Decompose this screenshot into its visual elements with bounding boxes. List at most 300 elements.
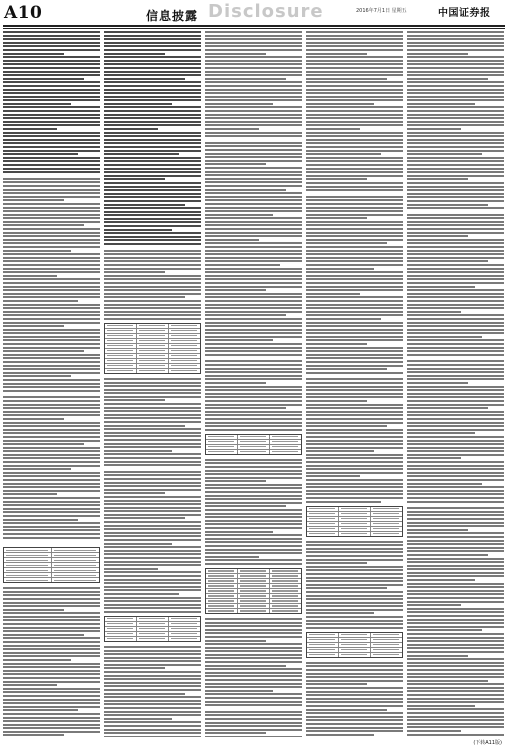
text-line bbox=[407, 289, 504, 291]
text-line bbox=[407, 175, 504, 177]
table-cell bbox=[238, 609, 270, 613]
text-line bbox=[205, 203, 302, 205]
text-line bbox=[3, 336, 100, 338]
text-line bbox=[407, 189, 504, 191]
text-line bbox=[407, 396, 504, 398]
text-line bbox=[306, 53, 367, 55]
text-line bbox=[407, 150, 504, 152]
text-line bbox=[3, 619, 100, 621]
text-line bbox=[306, 475, 360, 477]
text-line bbox=[407, 511, 504, 513]
text-line bbox=[104, 403, 201, 405]
text-line bbox=[104, 135, 201, 137]
text-line bbox=[3, 114, 100, 116]
text-line bbox=[205, 239, 259, 241]
text-line bbox=[205, 329, 302, 331]
text-line bbox=[3, 71, 100, 73]
text-line bbox=[205, 124, 302, 126]
text-line bbox=[3, 465, 100, 467]
text-line bbox=[407, 640, 504, 642]
text-line bbox=[306, 378, 403, 380]
table-cell bbox=[137, 359, 169, 363]
text-line bbox=[407, 296, 504, 298]
text-line bbox=[104, 732, 201, 734]
text-line bbox=[104, 685, 201, 687]
text-line bbox=[205, 484, 302, 486]
text-line bbox=[306, 541, 403, 543]
text-line bbox=[104, 718, 172, 720]
text-line bbox=[104, 650, 201, 652]
text-line bbox=[104, 428, 201, 430]
text-line bbox=[407, 196, 504, 198]
text-line bbox=[205, 304, 302, 306]
text-line bbox=[407, 235, 468, 237]
text-line bbox=[407, 336, 482, 338]
text-line bbox=[407, 429, 504, 431]
text-line bbox=[104, 314, 201, 316]
text-line bbox=[306, 429, 403, 431]
table-cell bbox=[105, 617, 137, 621]
column-3 bbox=[205, 31, 302, 737]
text-line bbox=[407, 590, 504, 592]
table-cell bbox=[371, 507, 402, 511]
text-line bbox=[104, 553, 201, 555]
text-line bbox=[306, 49, 403, 51]
text-line bbox=[407, 565, 504, 567]
text-line bbox=[306, 264, 403, 266]
text-line bbox=[306, 67, 403, 69]
text-line bbox=[407, 168, 504, 170]
text-line bbox=[306, 490, 403, 492]
text-line bbox=[407, 253, 504, 255]
text-line bbox=[407, 228, 504, 230]
text-line bbox=[407, 78, 488, 80]
table-cell bbox=[169, 354, 200, 358]
newspaper-name: 中国证券报 bbox=[438, 8, 491, 19]
text-line bbox=[3, 709, 78, 711]
text-line bbox=[3, 354, 100, 356]
text-line bbox=[306, 96, 403, 98]
text-line bbox=[407, 734, 504, 736]
text-line bbox=[306, 486, 403, 488]
text-line bbox=[205, 686, 302, 688]
text-line bbox=[205, 275, 302, 277]
table-cell bbox=[4, 568, 52, 572]
table-cell bbox=[371, 648, 402, 652]
text-line bbox=[104, 492, 165, 494]
text-line bbox=[3, 110, 100, 112]
table-cell bbox=[52, 548, 99, 552]
text-line bbox=[306, 669, 403, 671]
text-line bbox=[407, 92, 504, 94]
text-line bbox=[3, 422, 100, 424]
text-line bbox=[306, 332, 403, 334]
text-line bbox=[205, 657, 302, 659]
text-line bbox=[306, 228, 403, 230]
text-line bbox=[104, 81, 201, 83]
text-line bbox=[407, 214, 504, 216]
text-line bbox=[104, 729, 201, 731]
table-cell bbox=[371, 643, 402, 647]
text-line bbox=[104, 200, 201, 202]
text-line bbox=[205, 477, 302, 479]
table-cell bbox=[4, 563, 52, 567]
text-line bbox=[205, 42, 302, 44]
text-line bbox=[3, 150, 100, 152]
text-line bbox=[407, 432, 475, 434]
masthead-rule-thin bbox=[3, 28, 505, 29]
text-line bbox=[205, 314, 286, 316]
table-row bbox=[307, 532, 402, 536]
text-line bbox=[205, 545, 302, 547]
text-line bbox=[104, 31, 201, 33]
text-line bbox=[306, 587, 387, 589]
text-line bbox=[306, 665, 403, 667]
text-line bbox=[3, 637, 100, 639]
text-line bbox=[407, 611, 504, 613]
text-line bbox=[3, 74, 100, 76]
text-line bbox=[306, 207, 403, 209]
text-line bbox=[306, 716, 403, 718]
text-line bbox=[306, 461, 403, 463]
text-line bbox=[306, 436, 403, 438]
table-cell bbox=[137, 354, 169, 358]
text-line bbox=[407, 698, 504, 700]
text-line bbox=[104, 196, 201, 198]
text-line bbox=[3, 457, 100, 459]
text-line bbox=[205, 729, 302, 731]
text-line bbox=[3, 436, 100, 438]
text-line bbox=[3, 42, 100, 44]
text-line bbox=[104, 142, 201, 144]
text-line bbox=[3, 253, 100, 255]
table-cell bbox=[4, 573, 52, 577]
text-line bbox=[205, 67, 302, 69]
text-line bbox=[104, 604, 201, 606]
text-line bbox=[3, 411, 100, 413]
table-cell bbox=[206, 609, 238, 613]
text-line bbox=[3, 591, 100, 593]
text-line bbox=[3, 522, 100, 524]
text-line bbox=[306, 153, 381, 155]
text-line bbox=[407, 472, 504, 474]
text-line bbox=[104, 264, 201, 266]
text-line bbox=[104, 528, 201, 530]
table-row bbox=[307, 653, 402, 657]
text-line bbox=[3, 38, 100, 40]
text-line bbox=[306, 339, 403, 341]
text-line bbox=[306, 182, 403, 184]
text-line bbox=[205, 132, 302, 134]
text-line bbox=[407, 532, 504, 534]
table-cell bbox=[339, 633, 371, 637]
text-line bbox=[205, 99, 302, 101]
text-line bbox=[407, 368, 504, 370]
text-line bbox=[205, 250, 302, 252]
text-line bbox=[306, 411, 403, 413]
table-cell bbox=[105, 334, 137, 338]
text-line bbox=[205, 174, 302, 176]
text-line bbox=[104, 378, 201, 380]
text-line bbox=[407, 35, 504, 37]
text-line bbox=[306, 63, 403, 65]
table-row bbox=[206, 450, 301, 454]
text-line bbox=[407, 486, 504, 488]
table-cell bbox=[4, 553, 52, 557]
table-cell bbox=[137, 627, 169, 631]
table-cell bbox=[371, 633, 402, 637]
text-line bbox=[205, 35, 302, 37]
text-line bbox=[407, 164, 504, 166]
text-line bbox=[205, 647, 302, 649]
text-line bbox=[306, 584, 403, 586]
text-line bbox=[3, 318, 100, 320]
text-line bbox=[104, 736, 201, 737]
text-line bbox=[407, 669, 504, 671]
table-cell bbox=[206, 594, 238, 598]
table-cell bbox=[307, 522, 339, 526]
text-line bbox=[3, 228, 100, 230]
text-line bbox=[104, 214, 201, 216]
text-line bbox=[3, 454, 100, 456]
text-line bbox=[205, 92, 302, 94]
text-line bbox=[205, 389, 302, 391]
text-line bbox=[407, 651, 504, 653]
text-line bbox=[306, 598, 403, 600]
text-line bbox=[205, 142, 302, 144]
text-line bbox=[104, 311, 201, 313]
text-line bbox=[3, 260, 100, 262]
text-line bbox=[407, 447, 504, 449]
table-cell bbox=[206, 579, 238, 583]
text-line bbox=[104, 218, 201, 220]
text-line bbox=[407, 404, 504, 406]
text-line bbox=[205, 718, 302, 720]
table-cell bbox=[137, 369, 169, 373]
text-line bbox=[306, 389, 403, 391]
text-line bbox=[104, 646, 201, 648]
text-line bbox=[104, 257, 201, 259]
text-line bbox=[407, 171, 504, 173]
text-line bbox=[306, 443, 403, 445]
text-line bbox=[306, 465, 403, 467]
text-line bbox=[306, 56, 403, 58]
text-line bbox=[407, 339, 504, 341]
text-line bbox=[104, 38, 201, 40]
text-line bbox=[3, 681, 100, 683]
text-line bbox=[3, 390, 100, 392]
text-line bbox=[306, 683, 367, 685]
text-line bbox=[104, 318, 201, 320]
text-line bbox=[407, 117, 504, 119]
text-line bbox=[407, 662, 504, 664]
text-line bbox=[205, 114, 302, 116]
text-line bbox=[205, 160, 302, 162]
table-cell bbox=[270, 445, 301, 449]
text-line bbox=[104, 67, 201, 69]
text-line bbox=[104, 671, 201, 673]
text-line bbox=[306, 278, 403, 280]
text-line bbox=[3, 67, 100, 69]
text-line bbox=[3, 132, 100, 134]
text-line bbox=[205, 196, 302, 198]
text-line bbox=[407, 389, 504, 391]
text-line bbox=[3, 99, 100, 101]
text-line bbox=[3, 96, 100, 98]
text-line bbox=[407, 655, 468, 657]
table-cell bbox=[307, 517, 339, 521]
text-line bbox=[407, 232, 504, 234]
text-line bbox=[205, 711, 302, 713]
text-line bbox=[3, 361, 100, 363]
text-line bbox=[306, 440, 403, 442]
text-line bbox=[205, 552, 302, 554]
text-line bbox=[3, 670, 100, 672]
text-line bbox=[407, 680, 488, 682]
text-line bbox=[306, 250, 403, 252]
text-line bbox=[306, 257, 403, 259]
text-line bbox=[407, 608, 504, 610]
text-line bbox=[306, 393, 403, 395]
text-line bbox=[407, 221, 504, 223]
text-line bbox=[205, 498, 302, 500]
text-line bbox=[407, 142, 504, 144]
text-line bbox=[104, 464, 201, 466]
text-line bbox=[306, 616, 403, 618]
table-cell bbox=[270, 435, 301, 439]
text-line bbox=[3, 199, 64, 201]
table-cell bbox=[270, 440, 301, 444]
text-line bbox=[3, 396, 100, 398]
text-line bbox=[3, 724, 100, 726]
text-line bbox=[306, 457, 403, 459]
text-line bbox=[3, 217, 100, 219]
text-line bbox=[3, 450, 100, 452]
text-line bbox=[104, 171, 201, 173]
text-line bbox=[306, 168, 403, 170]
text-line bbox=[3, 493, 57, 495]
table-cell bbox=[270, 609, 301, 613]
text-line bbox=[3, 677, 100, 679]
text-line bbox=[104, 439, 201, 441]
text-line bbox=[306, 551, 403, 553]
text-line bbox=[3, 347, 100, 349]
text-line bbox=[104, 482, 201, 484]
text-line bbox=[407, 307, 504, 309]
text-line bbox=[407, 239, 504, 241]
text-line bbox=[306, 286, 403, 288]
text-line bbox=[3, 185, 100, 187]
text-line bbox=[306, 293, 360, 295]
text-line bbox=[205, 181, 302, 183]
text-line bbox=[104, 561, 201, 563]
text-line bbox=[104, 582, 201, 584]
text-line bbox=[306, 31, 403, 33]
text-line bbox=[306, 493, 403, 495]
text-line bbox=[3, 368, 100, 370]
text-line bbox=[205, 661, 302, 663]
text-line bbox=[104, 175, 201, 177]
text-line bbox=[3, 45, 100, 47]
text-line bbox=[104, 110, 201, 112]
text-line bbox=[3, 598, 100, 600]
table-cell bbox=[169, 334, 200, 338]
text-line bbox=[205, 264, 280, 266]
table-cell bbox=[339, 527, 371, 531]
text-line bbox=[3, 717, 100, 719]
table-cell bbox=[4, 558, 52, 562]
text-line bbox=[205, 60, 302, 62]
text-line bbox=[306, 217, 367, 219]
text-line bbox=[3, 268, 100, 270]
table-row bbox=[105, 637, 200, 641]
text-line bbox=[205, 53, 266, 55]
text-line bbox=[104, 457, 201, 459]
text-line bbox=[205, 300, 302, 302]
text-line bbox=[205, 665, 286, 667]
text-line bbox=[104, 268, 201, 270]
text-line bbox=[407, 322, 504, 324]
text-line bbox=[306, 322, 403, 324]
text-line bbox=[104, 653, 201, 655]
text-line bbox=[104, 260, 201, 262]
text-line bbox=[104, 153, 179, 155]
text-line bbox=[306, 468, 403, 470]
table-cell bbox=[339, 522, 371, 526]
text-line bbox=[3, 31, 100, 33]
text-line bbox=[205, 400, 302, 402]
text-line bbox=[306, 199, 403, 201]
text-line bbox=[205, 49, 302, 51]
data-table bbox=[3, 547, 100, 583]
text-line bbox=[407, 96, 504, 98]
text-line bbox=[104, 35, 201, 37]
text-line bbox=[205, 117, 302, 119]
table-cell bbox=[4, 548, 52, 552]
text-line bbox=[306, 171, 403, 173]
table-cell bbox=[206, 569, 238, 573]
text-line bbox=[407, 522, 504, 524]
text-line bbox=[407, 454, 504, 456]
text-line bbox=[306, 719, 403, 721]
text-line bbox=[306, 99, 403, 101]
text-line bbox=[407, 275, 504, 277]
text-line bbox=[3, 386, 100, 388]
text-line bbox=[104, 586, 201, 588]
text-line bbox=[3, 655, 100, 657]
text-line bbox=[205, 668, 302, 670]
text-line bbox=[407, 436, 504, 438]
text-line bbox=[104, 271, 165, 273]
text-line bbox=[104, 410, 201, 412]
text-line bbox=[104, 446, 201, 448]
text-line bbox=[205, 228, 302, 230]
text-line bbox=[104, 182, 201, 184]
text-line bbox=[3, 106, 100, 108]
page-number: A10 bbox=[4, 3, 43, 23]
text-line bbox=[3, 192, 100, 194]
text-line bbox=[104, 92, 201, 94]
text-line bbox=[3, 117, 100, 119]
text-line bbox=[104, 236, 201, 238]
text-line bbox=[104, 304, 201, 306]
text-line bbox=[3, 224, 84, 226]
table-cell bbox=[52, 568, 99, 572]
text-line bbox=[104, 193, 201, 195]
table-cell bbox=[307, 532, 339, 536]
text-line bbox=[3, 706, 100, 708]
text-line bbox=[205, 480, 266, 482]
